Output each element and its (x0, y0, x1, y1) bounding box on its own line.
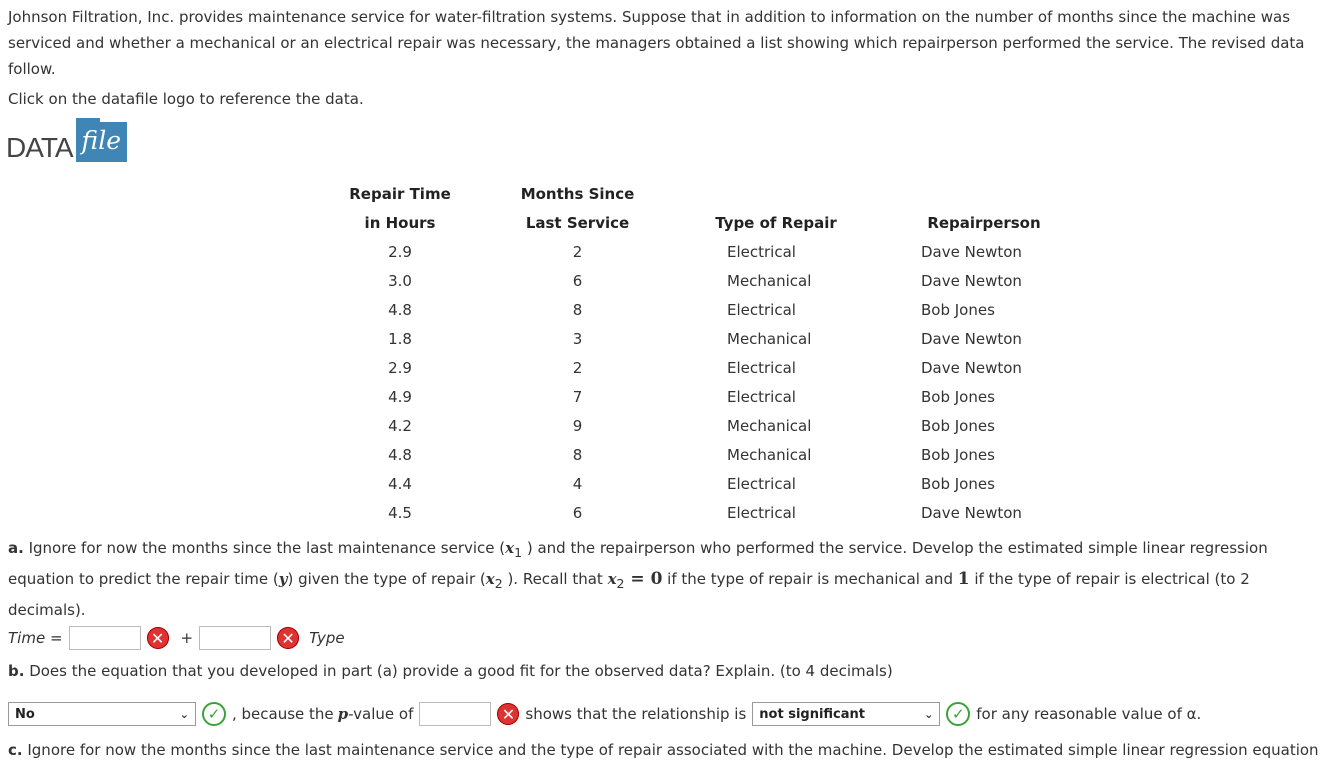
good-fit-select[interactable] (8, 702, 196, 726)
cell-months: 2 (572, 358, 583, 377)
var-x1: x (505, 539, 515, 557)
header-months-since-1: Months Since (520, 184, 635, 203)
repair-data-table (330, 179, 1101, 527)
cell-type: Mechanical (727, 329, 812, 348)
part-a-label: a. (8, 539, 24, 557)
cell-months: 7 (572, 387, 583, 406)
cell-repair-time: 3.0 (388, 271, 412, 290)
because-text: , because the (232, 705, 334, 723)
cell-repairperson: Dave Newton (921, 242, 1022, 261)
part-a-question (8, 535, 1308, 623)
cell-months: 4 (572, 474, 583, 493)
cell-repairperson: Bob Jones (921, 387, 995, 406)
cell-repair-time: 4.9 (388, 387, 412, 406)
header-months-since-2: Last Service (525, 213, 630, 232)
part-b-answer-row (8, 698, 1201, 730)
part-b-question (8, 662, 893, 680)
table-header-row-2 (330, 208, 1101, 237)
cell-repairperson: Dave Newton (921, 271, 1022, 290)
part-a-text-1: Ignore for now the months since the last maintenance service ( (23, 539, 506, 557)
header-type-of-repair: Type of Repair (715, 213, 837, 232)
cell-repairperson: Dave Newton (921, 358, 1022, 377)
cell-repairperson: Dave Newton (921, 329, 1022, 348)
part-a-text-3: ) given the type of repair ( (287, 570, 486, 588)
cell-repairperson: Bob Jones (921, 416, 995, 435)
table-row (330, 382, 1101, 411)
cell-months: 6 (572, 503, 583, 522)
cell-months: 6 (572, 271, 583, 290)
part-a-text-5: if the type of repair is mechanical and (662, 570, 958, 588)
shows-text: shows that the relationship is (525, 705, 747, 723)
cell-repairperson: Bob Jones (921, 445, 995, 464)
header-repairperson: Repairperson (927, 213, 1041, 232)
table-header-row-1 (330, 179, 1101, 208)
cell-repair-time: 4.4 (388, 474, 412, 493)
cell-repair-time: 2.9 (388, 242, 412, 261)
part-a-text-4: ). Recall that (502, 570, 608, 588)
cell-repair-time: 2.9 (388, 358, 412, 377)
cell-type: Electrical (727, 387, 796, 406)
table-row (330, 440, 1101, 469)
correct-icon: ✓ (202, 702, 226, 726)
pvalue-text: -value of (348, 705, 414, 723)
table-row (330, 469, 1101, 498)
cell-type: Electrical (727, 503, 796, 522)
header-repairperson-1 (867, 179, 1101, 208)
table-row (330, 324, 1101, 353)
eq-zero: = 0 (624, 569, 663, 589)
cell-repairperson: Dave Newton (921, 503, 1022, 522)
cell-repair-time: 1.8 (388, 329, 412, 348)
var-x2b: x (607, 570, 617, 588)
part-b-text: Does the equation that you developed in part (a) provide a good fit for the observed data? Explain. (to 4 decimals) (24, 662, 893, 680)
cell-repairperson: Bob Jones (921, 300, 995, 319)
chevron-down-icon: ⌄ (924, 707, 934, 721)
cell-type: Electrical (727, 300, 796, 319)
cell-type: Electrical (727, 242, 796, 261)
var-y: y (278, 570, 288, 588)
incorrect-icon: ✕ (147, 627, 169, 649)
table-row (330, 498, 1101, 527)
datafile-logo-file-text: file (76, 122, 127, 162)
var-x2-sub: 2 (494, 576, 503, 591)
cell-repair-time: 4.8 (388, 300, 412, 319)
plus-sign: + (180, 629, 194, 647)
cell-type: Mechanical (727, 445, 812, 464)
table-row (330, 237, 1101, 266)
slope-input[interactable] (199, 626, 271, 650)
cell-repair-time: 4.8 (388, 445, 412, 464)
table-row (330, 353, 1101, 382)
cell-months: 2 (572, 242, 583, 261)
incorrect-icon: ✕ (277, 627, 299, 649)
part-b-label: b. (8, 662, 25, 680)
good-fit-select-value: No (15, 706, 35, 722)
datafile-instruction: Click on the datafile logo to reference the data. (8, 90, 364, 108)
cell-months: 9 (572, 416, 583, 435)
time-equals-label: Time = (8, 629, 63, 647)
pvalue-input[interactable] (419, 702, 491, 726)
intercept-input[interactable] (69, 626, 141, 650)
header-repair-time-2: in Hours (364, 213, 436, 232)
significance-select-value: not significant (759, 706, 866, 722)
correct-icon: ✓ (946, 702, 970, 726)
datafile-logo[interactable] (6, 122, 127, 162)
var-x2b-sub: 2 (616, 576, 625, 591)
cell-type: Electrical (727, 358, 796, 377)
cell-repairperson: Bob Jones (921, 474, 995, 493)
cell-type: Mechanical (727, 271, 812, 290)
part-c-label: c. (8, 741, 23, 759)
part-a-equation (8, 622, 351, 654)
var-x1-sub: 1 (514, 545, 523, 560)
datafile-logo-data-text: DATA (6, 132, 73, 163)
table-row (330, 411, 1101, 440)
part-a-text-6: if the type of repair is electrical (to 2 decimals). (8, 570, 1250, 619)
table-row (330, 266, 1101, 295)
part-c-text: Ignore for now the months since the last maintenance service and the type of repair associated with the machine. Develop the estimated simple linear regression equation (22, 741, 1319, 759)
var-p: p (337, 705, 349, 723)
part-c-question (8, 737, 1328, 763)
value-one: 1 (957, 569, 970, 589)
significance-select[interactable] (752, 702, 940, 726)
cell-type: Electrical (727, 474, 796, 493)
cell-repair-time: 4.5 (388, 503, 412, 522)
end-text: for any reasonable value of α. (976, 705, 1202, 723)
cell-months: 3 (572, 329, 583, 348)
header-repair-time-1: Repair Time (349, 184, 451, 203)
intro-paragraph: Johnson Filtration, Inc. provides maintenance service for water-filtration systems. Suppose that in addition to information on the number of months since the machine was serviced and whether a mechanical or an electrical repair was necessary, the managers obtained a list showing which repairperson performed the service. The revised data follow. (8, 8, 1305, 78)
incorrect-icon: ✕ (497, 703, 519, 725)
chevron-down-icon: ⌄ (179, 707, 189, 721)
var-x2: x (485, 570, 495, 588)
header-type-1 (685, 179, 867, 208)
table-row (330, 295, 1101, 324)
cell-type: Mechanical (727, 416, 812, 435)
part-a-text-2: ) and the repairperson who performed the service. Develop the estimated simple linear regression equation to predict the repair time ( (8, 539, 1268, 588)
cell-months: 8 (572, 445, 583, 464)
cell-months: 8 (572, 300, 583, 319)
type-variable-label: Type (309, 629, 345, 647)
cell-repair-time: 4.2 (388, 416, 412, 435)
